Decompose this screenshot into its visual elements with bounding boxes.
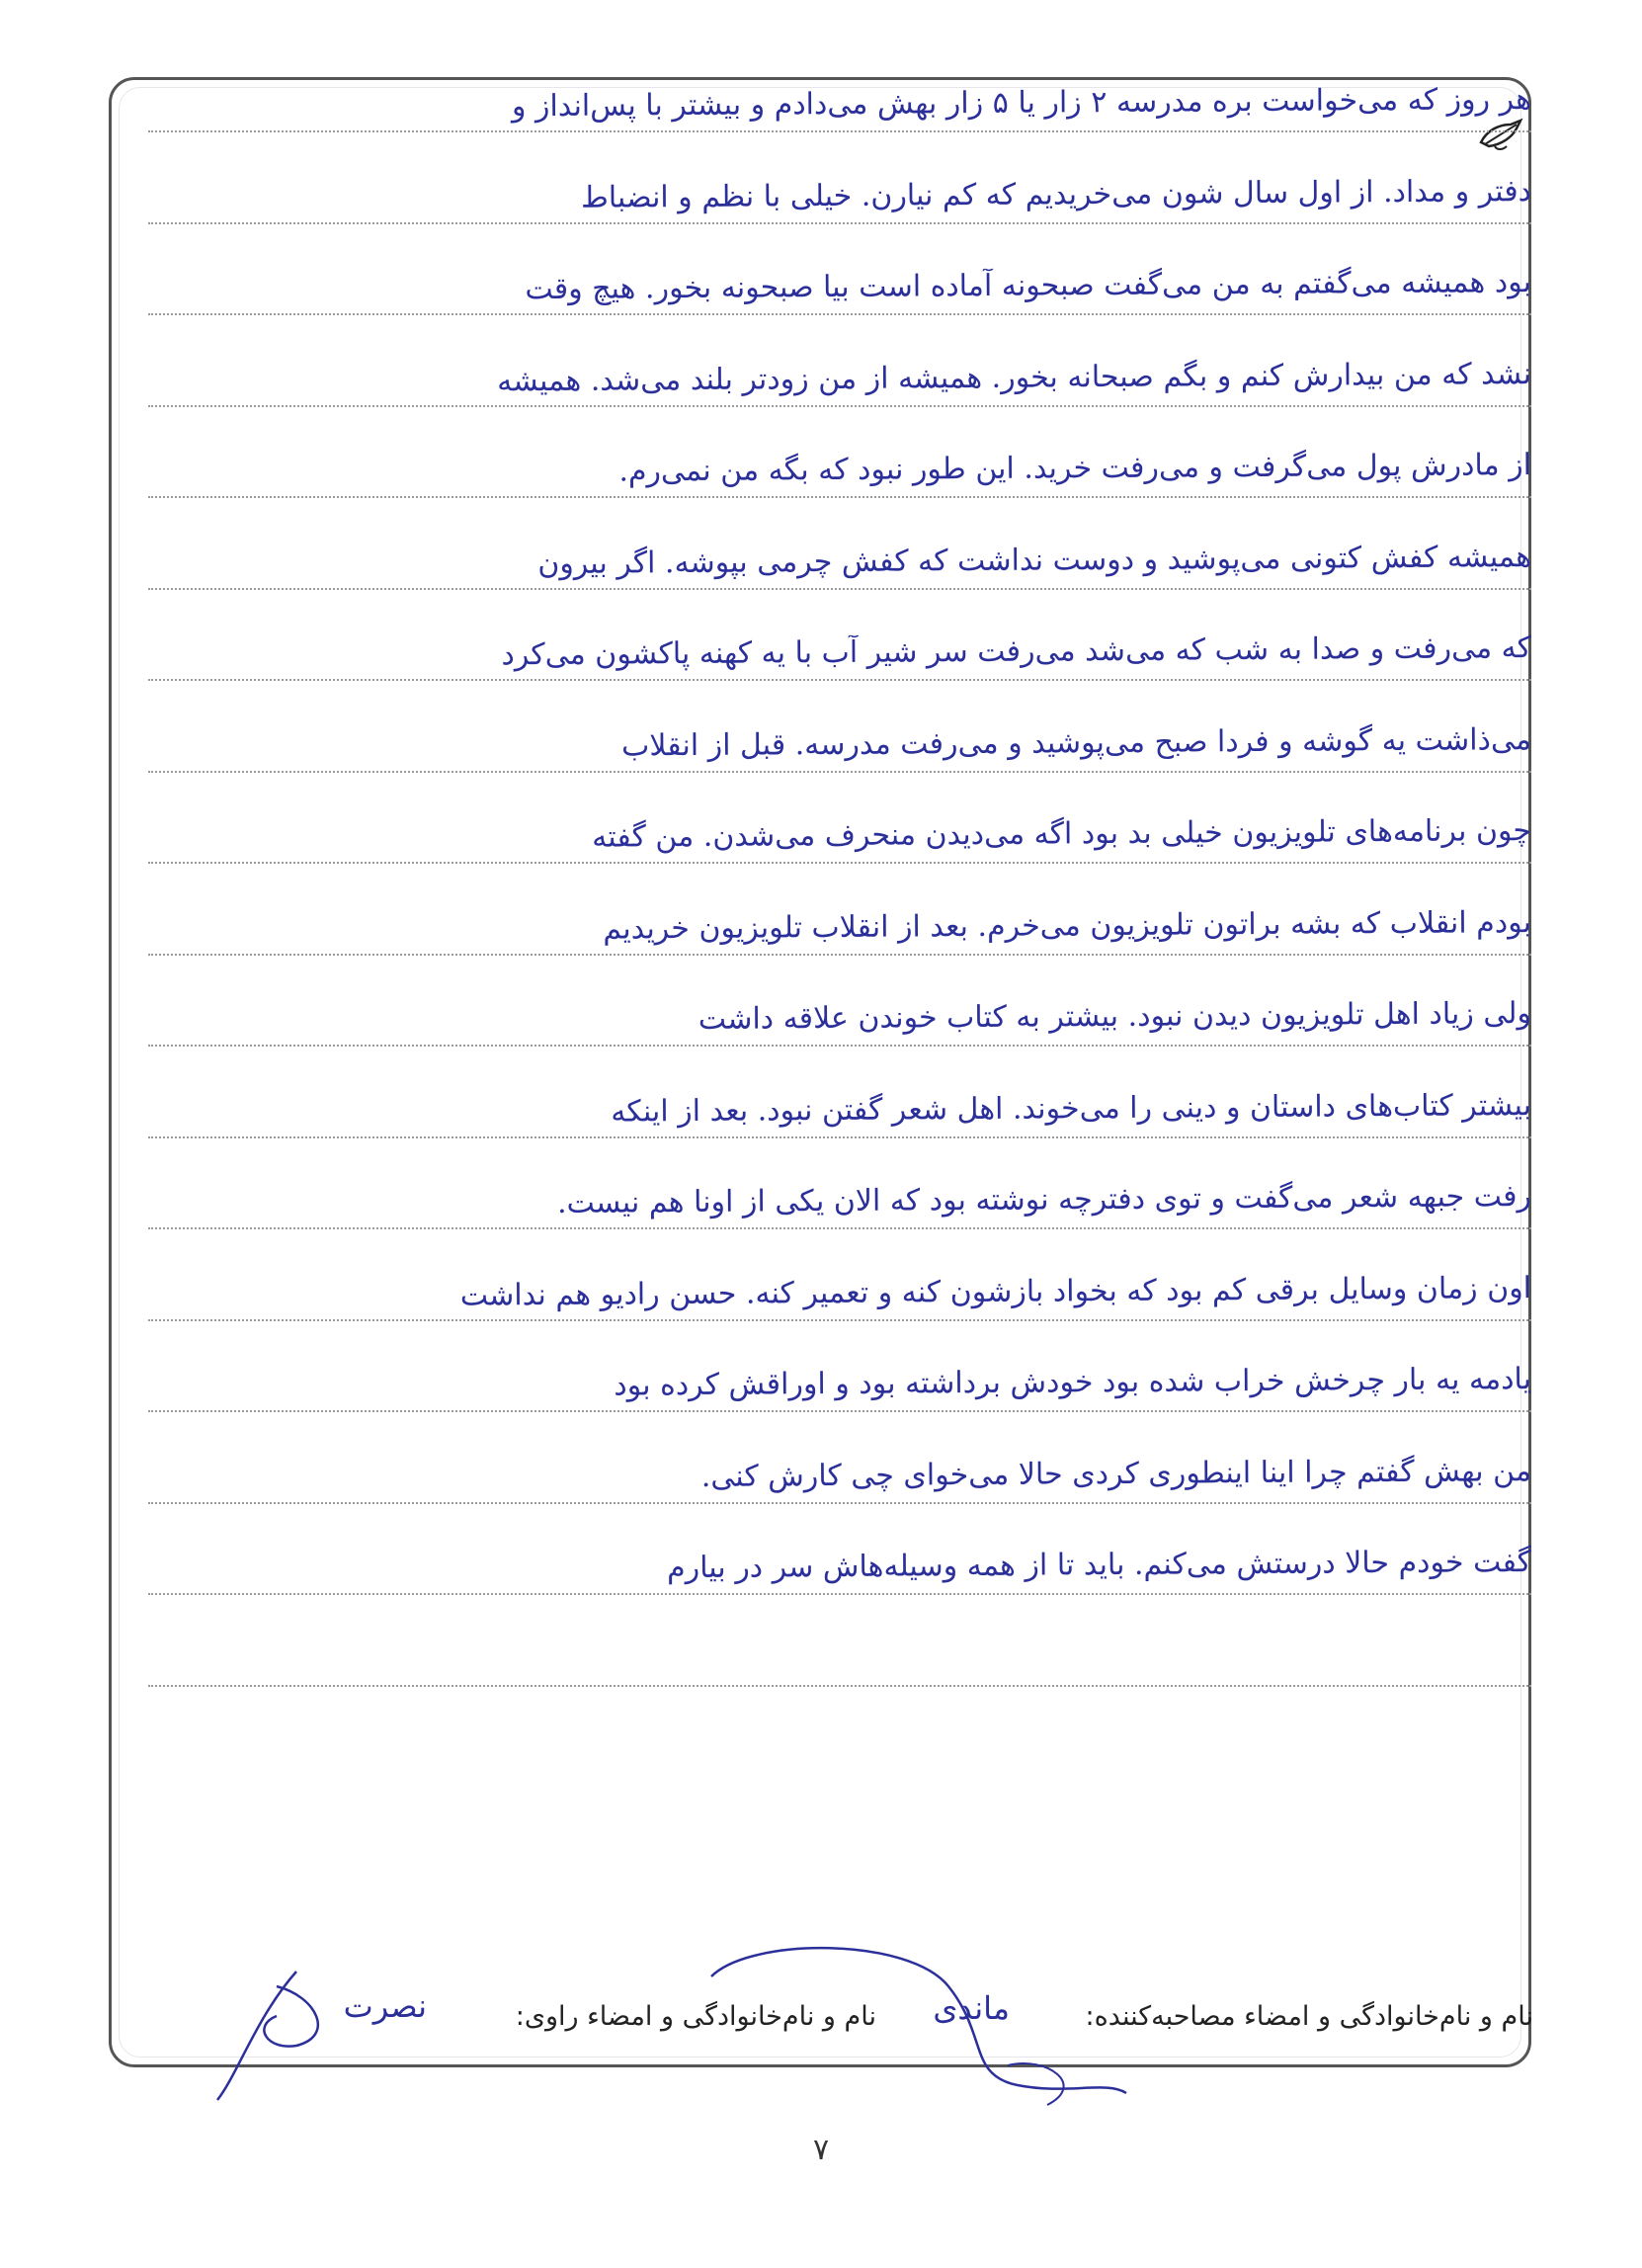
ruled-line xyxy=(148,1685,1531,1687)
interviewer-label: نام و نام‌خانوادگی و امضاء مصاحبه‌کننده: xyxy=(1085,2001,1533,2032)
handwritten-line: بود همیشه می‌گفتم به من می‌گفت صبحونه آماده است بیا صبحونه بخور. هیچ وقت xyxy=(525,265,1532,307)
narrator-label: نام و نام‌خانوادگی و امضاء راوی: xyxy=(515,2001,876,2032)
handwritten-line: من بهش گفتم چرا اینا اینطوری کردی حالا می‌خوای چی کارش کنی. xyxy=(700,1453,1532,1494)
ruled-line xyxy=(148,130,1531,132)
ruled-line xyxy=(148,679,1531,681)
handwritten-line: که می‌رفت و صدا به شب که می‌شد می‌رفت سر شیر آب با یه کهنه پاکشون می‌کرد xyxy=(501,630,1532,673)
page-number: ۷ xyxy=(812,2133,830,2167)
handwritten-line: ولی زیاد اهل تلویزیون دیدن نبود. بیشتر به کتاب خوندن علاقه داشت xyxy=(698,996,1532,1037)
ruled-line xyxy=(148,1502,1531,1504)
handwritten-line: اون زمان وسایل برقی کم بود که بخواد بازشون کنه و تعمیر کنه. حسن رادیو هم نداشت xyxy=(459,1270,1532,1313)
handwritten-line: یادمه یه بار چرخش خراب شده بود خودش برداشته بود و اوراقش کرده بود xyxy=(614,1362,1532,1403)
ruled-line xyxy=(148,405,1531,407)
ruled-line xyxy=(148,862,1531,864)
ruled-line xyxy=(148,588,1531,590)
narrator-signature: نصرت xyxy=(343,1987,427,2025)
ruled-line xyxy=(148,313,1531,315)
handwritten-line: دفتر و مداد. از اول سال شون می‌خریدیم که کم نیارن. خیلی با نظم و انضباط xyxy=(580,173,1532,215)
handwritten-line: نشد که من بیدارش کنم و بگم صبحانه بخور. همیشه از من زودتر بلند می‌شد. همیشه xyxy=(497,356,1532,398)
ruled-line xyxy=(148,1319,1531,1321)
handwritten-line: چون برنامه‌های تلویزیون خیلی بد بود اگه می‌دیدن منحرف می‌شدن. من گفته xyxy=(592,813,1532,855)
handwritten-line: بودم انقلاب که بشه براتون تلویزیون می‌خرم. بعد از انقلاب تلویزیون خریدیم xyxy=(603,904,1532,947)
handwritten-line: رفت جبهه شعر می‌گفت و توی دفترچه نوشته بود که الان یکی از اونا هم نیست. xyxy=(556,1179,1532,1220)
handwritten-line: همیشه کفش کتونی می‌پوشید و دوست نداشت که کفش چرمی بپوشه. اگر بیرون xyxy=(537,539,1532,581)
handwritten-line: از مادرش پول می‌گرفت و می‌رفت خرید. این طور نبود که بگه من نمی‌رم. xyxy=(618,448,1532,489)
handwritten-line: بیشتر کتاب‌های داستان و دینی را می‌خوند. اهل شعر گفتن نبود. بعد از اینکه xyxy=(611,1087,1532,1130)
interviewer-signature: ماندی xyxy=(933,1989,1010,2027)
handwritten-line: می‌ذاشت یه گوشه و فردا صبح می‌پوشید و می‌رفت مدرسه. قبل از انقلاب xyxy=(620,721,1532,764)
ruled-line xyxy=(148,1593,1531,1595)
ruled-line xyxy=(148,1045,1531,1047)
handwritten-line: گفت خودم حالا درستش می‌کنم. باید تا از همه وسیله‌هاش سر در بیارم xyxy=(666,1545,1532,1586)
ruled-line xyxy=(148,954,1531,956)
footer-signatures xyxy=(212,1987,1533,2041)
ruled-line xyxy=(148,222,1531,224)
ruled-line xyxy=(148,771,1531,773)
handwritten-line: هر روز که می‌خواست بره مدرسه ۲ زار یا ۵ زار بهش می‌دادم و بیشتر با پس‌انداز و xyxy=(511,82,1532,125)
ruled-line xyxy=(148,1410,1531,1412)
ruled-line xyxy=(148,1227,1531,1229)
ruled-line xyxy=(148,496,1531,498)
ruled-line xyxy=(148,1136,1531,1138)
